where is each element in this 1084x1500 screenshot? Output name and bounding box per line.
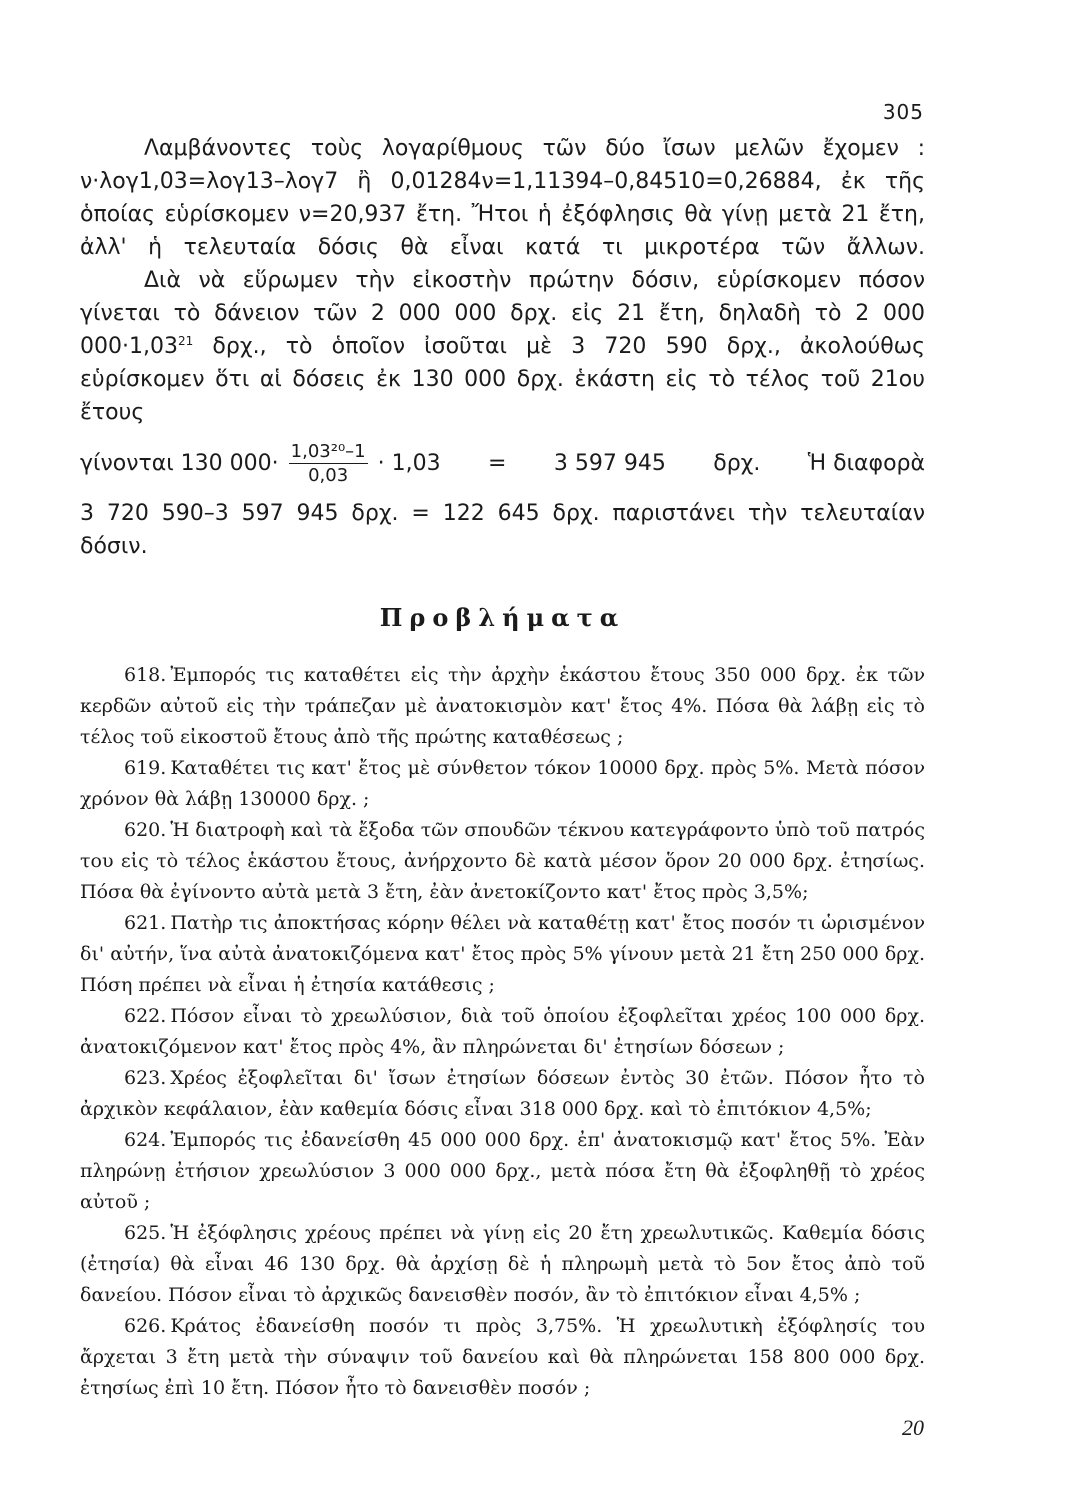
formula-line [80, 429, 925, 497]
fraction-denominator: 0,03 [308, 464, 349, 486]
problem-item [80, 1218, 925, 1311]
problem-item [80, 1311, 925, 1404]
problem-text: Ἡ διατροφὴ καὶ τὰ ἔξοδα τῶν σπουδῶν τέκνου κατεγράφοντο ὑπὸ τοῦ πατρός του εἰς τὸ τέλος ἑκάστου ἔτους, ἀνήρχοντο δὲ κατὰ μέσον ὅρον 20 000 δρχ. ἐτησίως. Πόσα θὰ ἐγίνοντο αὐτὰ μετὰ 3 ἔτη, ἐὰν ἀνετοκίζοντο κατ' ἔτος πρὸς 3,5%; [80, 819, 925, 903]
problem-text: Πόσον εἶναι τὸ χρεωλύσιον, διὰ τοῦ ὁποίου ἐξοφλεῖται χρέος 100 000 δρχ. ἀνατοκιζόμενον κατ' ἔτος πρὸς 4%, ἂν πληρώνεται δι' ἐτησίων δόσεων ; [80, 1005, 925, 1058]
problem-number: 624. [124, 1129, 167, 1151]
problem-number: 619. [124, 757, 167, 779]
exponent: 21 [177, 334, 194, 348]
intro-paragraph-1: Λαμβάνοντες τοὺς λογαρίθμους τῶν δύο ἴσων μελῶν ἔχομεν : ν·λογ1,03=λογ13–λογ7 ἢ 0,01284ν=1,11394–0,84510=0,26884, ἐκ τῆς ὁποίας εὑρίσκομεν ν=20,937 ἔτη. Ἤτοι ἡ ἐξόφλησις θὰ γίνῃ μετὰ 21 ἔτη, ἀλλ' ἡ τελευταία δόσις θὰ εἶναι κατά τι μικροτέρα τῶν ἄλλων. [80, 136, 925, 260]
problem-item [80, 1001, 925, 1063]
problem-item [80, 1125, 925, 1218]
problem-text: Ἐμπορός τις ἐδανείσθη 45 000 000 δρχ. ἐπ' ἀνατοκισμῷ κατ' ἔτος 5%. Ἐὰν πληρώνῃ ἐτήσιον χρεωλύσιον 3 000 000 δρχ., μετὰ πόσα ἔτη θὰ ἐξοφληθῇ τὸ χρέος αὐτοῦ ; [80, 1129, 925, 1213]
problem-text: Καταθέτει τις κατ' ἔτος μὲ σύνθετον τόκον 10000 δρχ. πρὸς 5%. Μετὰ πόσον χρόνον θὰ λάβῃ 130000 δρχ. ; [80, 757, 925, 810]
intro-paragraph-2-start: Διὰ νὰ εὕρωμεν τὴν εἰκοστὴν πρώτην δόσιν, εὑρίσκομεν πόσον γίνεται τὸ δάνειον τῶν 2 000 000 δρχ. εἰς 21 ἔτη, δηλαδὴ τὸ 2 000 000·1,03 [80, 268, 925, 359]
intro-paragraph-2 [80, 264, 925, 429]
problem-text: Πατὴρ τις ἀποκτήσας κόρην θέλει νὰ καταθέτῃ κατ' ἔτος ποσόν τι ὡρισμένον δι' αὐτήν, ἵνα αὐτὰ ἀνατοκιζόμενα κατ' ἔτος πρὸς 5% γίνουν μετὰ 21 ἔτη 250 000 δρχ. Πόση πρέπει νὰ εἶναι ἡ ἐτησία κατάθεσις ; [80, 912, 925, 996]
page-content [80, 132, 925, 1404]
section-title: Προβλήματα [379, 603, 626, 632]
formula-result: 3 597 945 [553, 450, 666, 476]
problem-item [80, 753, 925, 815]
page-number: 305 [882, 100, 924, 124]
problem-number: 622. [124, 1005, 167, 1027]
footer-signature: 20 [902, 1415, 924, 1440]
formula-fraction [289, 441, 368, 486]
problem-number: 620. [124, 819, 167, 841]
problem-text: Κράτος ἐδανείσθη ποσόν τι πρὸς 3,75%. Ἡ χρεωλυτικὴ ἐξόφλησίς του ἄρχεται 3 ἔτη μετὰ τὴν σύναψιν τοῦ δανείου καὶ θὰ πληρώνεται 158 800 000 δρχ. ἐτησίως ἐπὶ 10 ἔτη. Πόσον ἦτο τὸ δανεισθὲν ποσόν ; [80, 1315, 925, 1399]
problem-number: 618. [124, 664, 167, 686]
problem-number: 621. [124, 912, 167, 934]
problem-text: Χρέος ἐξοφλεῖται δι' ἴσων ἐτησίων δόσεων ἐντὸς 30 ἐτῶν. Πόσον ἦτο τὸ ἀρχικὸν κεφάλαιον, ἐὰν καθεμία δόσις εἶναι 318 000 δρχ. καὶ τὸ ἐπιτόκιον 4,5%; [80, 1067, 925, 1120]
problem-item [80, 908, 925, 1001]
formula-multiplier: · 1,03 [377, 450, 441, 476]
problem-item [80, 1063, 925, 1125]
problem-text: Ἐμπορός τις καταθέτει εἰς τὴν ἀρχὴν ἑκάστου ἔτους 350 000 δρχ. ἐκ τῶν κερδῶν αὐτοῦ εἰς τὴν τράπεζαν μὲ ἀνατοκισμὸν κατ' ἔτος 4%. Πόσα θὰ λάβῃ εἰς τὸ τέλος τοῦ εἰκοστοῦ ἔτους ἀπὸ τῆς πρώτης καταθέσεως ; [80, 664, 925, 748]
intro-section [80, 132, 925, 563]
problem-item [80, 660, 925, 753]
formula-tail: Ἡ διαφορὰ [807, 450, 925, 476]
problem-number: 625. [124, 1222, 167, 1244]
formula-left [80, 441, 441, 486]
fraction-numerator: 1,03²⁰–1 [290, 440, 366, 462]
problem-item [80, 815, 925, 908]
formula-prefix: γίνονται 130 000· [80, 450, 279, 476]
formula-unit: δρχ. [713, 450, 761, 476]
problem-number: 623. [124, 1067, 167, 1089]
formula-equals: = [488, 450, 507, 476]
intro-paragraph-3: 3 720 590–3 597 945 δρχ. = 122 645 δρχ. παριστάνει τὴν τελευταίαν δόσιν. [80, 501, 925, 559]
problems-list [80, 660, 925, 1404]
intro-paragraph-2-end: δρχ., τὸ ὁποῖον ἰσοῦται μὲ 3 720 590 δρχ., ἀκολούθως εὑρίσκομεν ὅτι αἱ δόσεις ἐκ 130 000 δρχ. ἑκάστη εἰς τὸ τέλος τοῦ 21ου ἔτους [80, 334, 925, 425]
problem-text: Ἡ ἐξόφλησις χρέους πρέπει νὰ γίνῃ εἰς 20 ἔτη χρεωλυτικῶς. Καθεμία δόσις (ἐτησία) θὰ εἶναι 46 130 δρχ. θὰ ἀρχίσῃ δὲ ἡ πληρωμὴ μετὰ τὸ 5ον ἔτος ἀπὸ τοῦ δανείου. Πόσον εἶναι τὸ ἀρχικῶς δανεισθὲν ποσόν, ἂν τὸ ἐπιτόκιον εἶναι 4,5% ; [80, 1222, 925, 1306]
problem-number: 626. [124, 1315, 167, 1337]
